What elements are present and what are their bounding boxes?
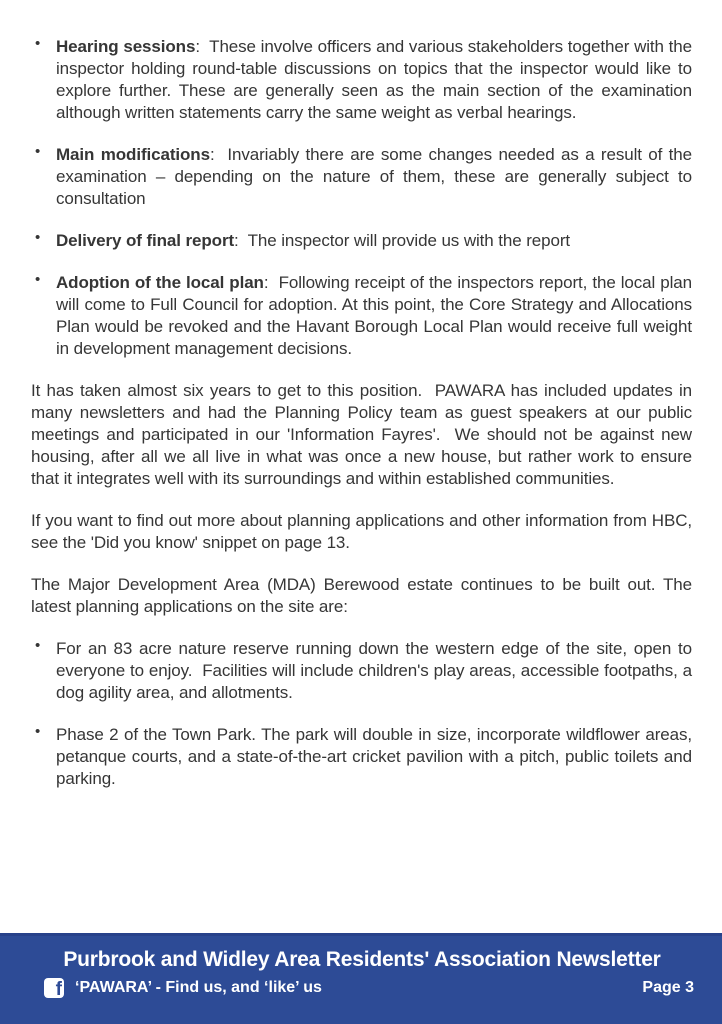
bullet-body-text: : The inspector will provide us with the report <box>234 231 571 250</box>
bullet-text: Phase 2 of the Town Park. The park will double in size, incorporate wildflower areas, petanque courts, and a state-of-the-art cricket pavilion with a pitch, public toilets and parking. <box>56 725 692 788</box>
bullet-text <box>56 36 692 124</box>
facebook-icon <box>44 978 64 998</box>
berewood-applications-bullet-list <box>31 638 692 790</box>
footer-info-row <box>30 978 694 998</box>
bullet-marker: • <box>35 637 41 654</box>
bullet-lead-label: Delivery of final report <box>56 231 235 250</box>
bullet-lead-label: Hearing sessions <box>56 37 196 56</box>
paragraph-six-years: It has taken almost six years to get to this position. PAWARA has included updates in many newsletters and had the Planning Policy team as guest speakers at our public meetings and participated in our 'Information Fayres'. We should not be against new housing, after all we all live in what was once a new house, but rather work to ensure that it integrates well with its surroundings and within established communities. <box>31 381 692 488</box>
bullet-body-text: : Following receipt of the inspectors report, the local plan will come to Full Council for adoption. At this point, the Core Strategy and Allocations Plan would be revoked and the Havant Borough Local Plan would receive full weight in development management decisions. <box>56 273 692 358</box>
bullet-marker: • <box>35 35 41 52</box>
bullet-marker: • <box>35 229 41 246</box>
page-number: Page 3 <box>642 979 694 996</box>
list-item-nature-reserve <box>31 638 692 704</box>
bullet-text <box>56 230 692 252</box>
paragraph-mda-berewood: The Major Development Area (MDA) Berewood estate continues to be built out. The latest planning applications on the site are: <box>31 575 692 616</box>
newsletter-title: Purbrook and Widley Area Residents' Association Newsletter <box>63 948 661 971</box>
list-item-hearing-sessions <box>31 36 692 124</box>
planning-process-bullet-list <box>31 36 692 360</box>
list-item-delivery-final-report <box>31 230 692 252</box>
facebook-find-us-label: ‘PAWARA’ - Find us, and ‘like’ us <box>75 979 322 996</box>
bullet-marker: • <box>35 271 41 288</box>
list-item-main-modifications <box>31 144 692 210</box>
bullet-text <box>56 272 692 360</box>
facebook-f-glyph: f <box>55 979 62 998</box>
bullet-lead-label: Adoption of the local plan <box>56 273 264 292</box>
paragraph-did-you-know: If you want to find out more about planning applications and other information from HBC, see the 'Did you know' snippet on page 13. <box>31 511 692 552</box>
bullet-text: For an 83 acre nature reserve running down the western edge of the site, open to everyone to enjoy. Facilities will include children's play areas, accessible footpaths, a dog agility area, and allotments. <box>56 639 692 702</box>
footer-banner <box>0 933 722 1024</box>
bullet-marker: • <box>35 723 41 740</box>
bullet-body-text: : These involve officers and various stakeholders together with the inspector holding round-table discussions on topics that the inspector would like to explore further. These are generally seen as the main section of the examination although written statements carry the same weight as verbal hearings. <box>56 37 692 122</box>
bullet-body-text: : Invariably there are some changes needed as a result of the examination – depending on the nature of them, these are generally subject to consultation <box>56 145 693 208</box>
list-item-adoption-local-plan <box>31 272 692 360</box>
bullet-text <box>56 144 692 210</box>
list-item-town-park <box>31 724 692 790</box>
bullet-marker: • <box>35 143 41 160</box>
bullet-lead-label: Main modifications <box>56 145 210 164</box>
